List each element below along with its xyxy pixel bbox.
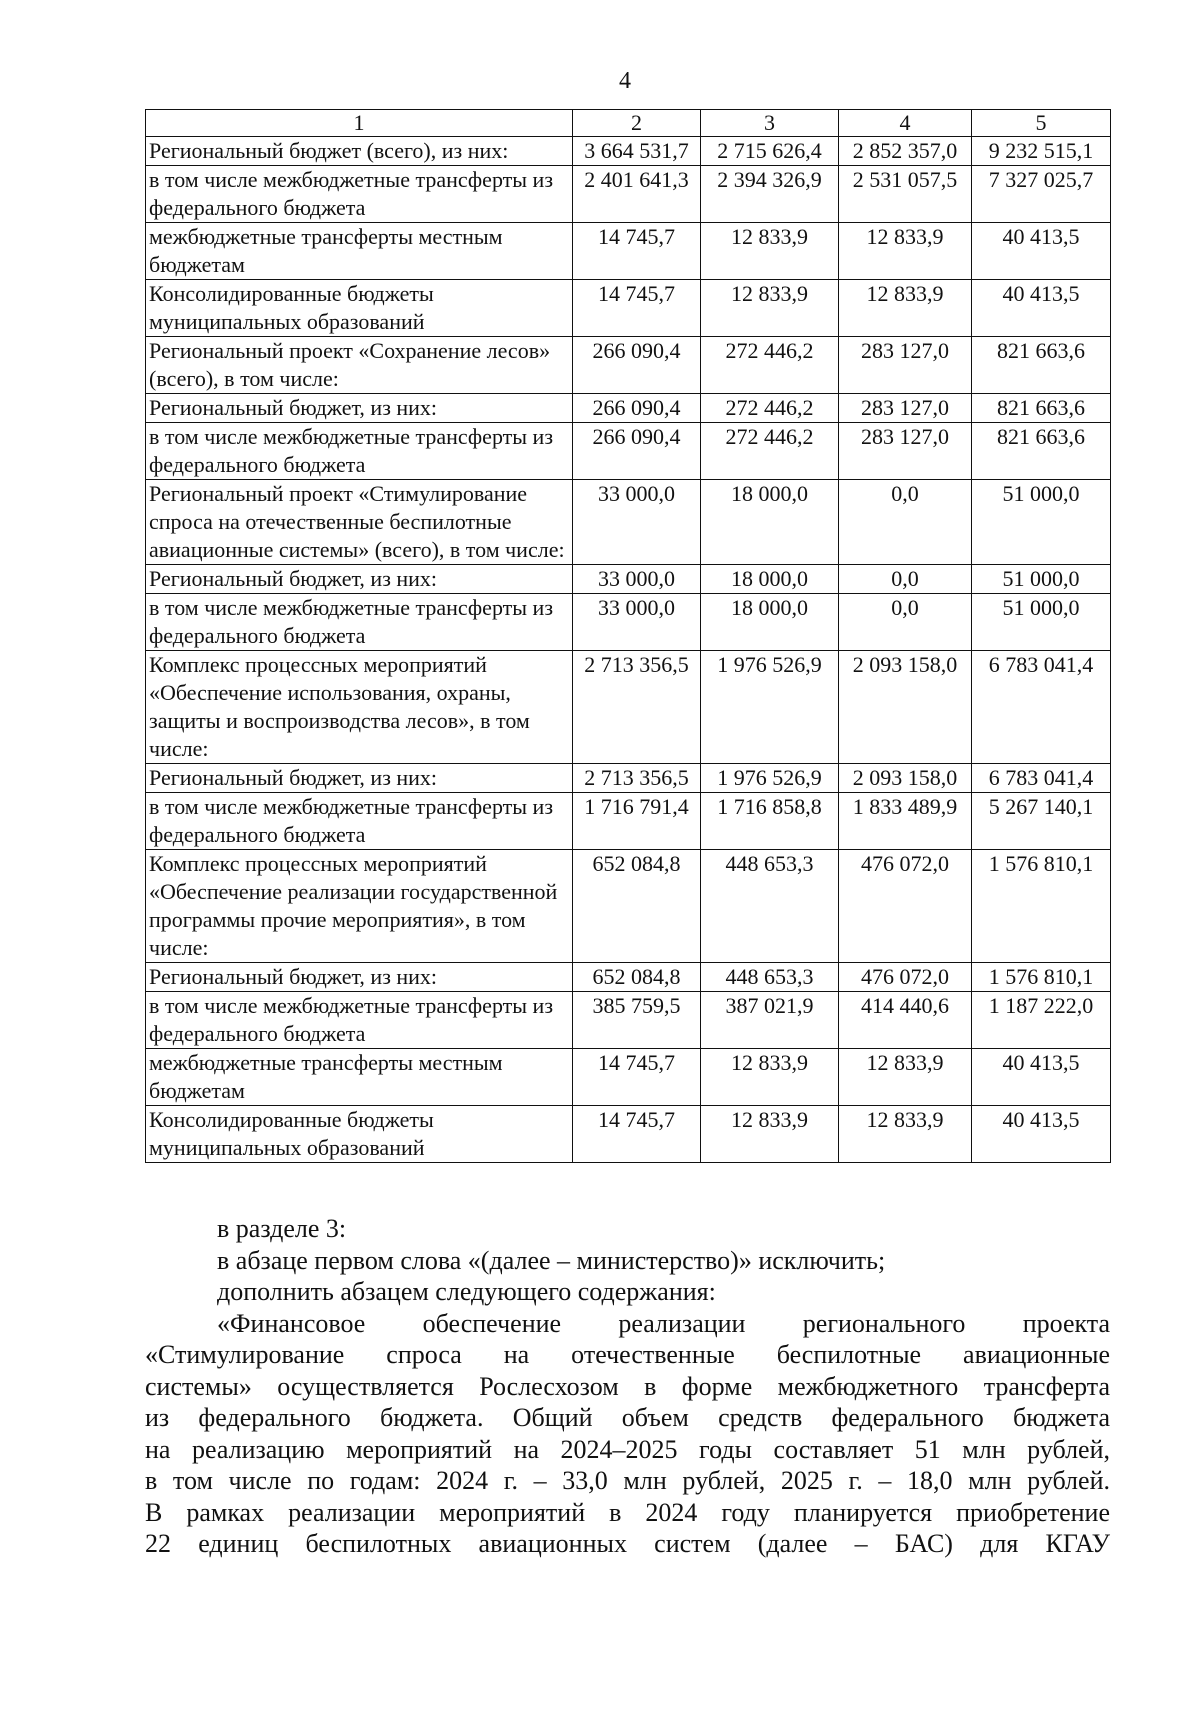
row-label: межбюджетные трансферты местным бюджетам — [146, 223, 573, 280]
cell-col-3: 12 833,9 — [701, 223, 839, 280]
cell-col-3: 448 653,3 — [701, 850, 839, 963]
cell-col-5: 40 413,5 — [972, 223, 1111, 280]
cell-col-4: 0,0 — [839, 594, 972, 651]
cell-col-5: 5 267 140,1 — [972, 793, 1111, 850]
cell-col-3: 12 833,9 — [701, 1049, 839, 1106]
table-row — [146, 223, 1111, 280]
row-label: в том числе межбюджетные трансферты из федерального бюджета — [146, 594, 573, 651]
cell-col-5: 1 576 810,1 — [972, 850, 1111, 963]
cell-col-5: 6 783 041,4 — [972, 651, 1111, 764]
cell-col-3: 12 833,9 — [701, 280, 839, 337]
cell-col-5: 51 000,0 — [972, 480, 1111, 565]
cell-col-5: 51 000,0 — [972, 594, 1111, 651]
table-row — [146, 280, 1111, 337]
cell-col-3: 18 000,0 — [701, 480, 839, 565]
paragraph-line: на реализацию мероприятий на 2024–2025 годы составляет 51 млн рублей, — [145, 1434, 1110, 1464]
cell-col-3: 1 976 526,9 — [701, 764, 839, 793]
cell-col-3: 2 715 626,4 — [701, 137, 839, 166]
cell-col-5: 40 413,5 — [972, 1106, 1111, 1163]
cell-col-2: 33 000,0 — [573, 480, 701, 565]
cell-col-5: 6 783 041,4 — [972, 764, 1111, 793]
cell-col-5: 40 413,5 — [972, 1049, 1111, 1106]
paragraph-line: «Стимулирование спроса на отечественные беспилотные авиационные — [145, 1340, 1110, 1369]
row-label: Региональный бюджет, из них: — [146, 565, 573, 594]
table-row — [146, 651, 1111, 764]
column-header-4: 4 — [839, 110, 972, 137]
column-header-1: 1 — [146, 110, 573, 137]
table-row — [146, 480, 1111, 565]
cell-col-5: 7 327 025,7 — [972, 166, 1111, 223]
cell-col-4: 12 833,9 — [839, 1106, 972, 1163]
section-line: в разделе 3: — [217, 1214, 347, 1243]
cell-col-3: 18 000,0 — [701, 594, 839, 651]
row-label: межбюджетные трансферты местным бюджетам — [146, 1049, 573, 1106]
cell-col-4: 283 127,0 — [839, 423, 972, 480]
cell-col-3: 272 446,2 — [701, 337, 839, 394]
column-header-2: 2 — [573, 110, 701, 137]
cell-col-2: 266 090,4 — [573, 423, 701, 480]
body-text — [145, 1213, 1110, 1560]
cell-col-5: 1 576 810,1 — [972, 963, 1111, 992]
cell-col-4: 476 072,0 — [839, 850, 972, 963]
cell-col-2: 14 745,7 — [573, 1049, 701, 1106]
cell-col-5: 821 663,6 — [972, 423, 1111, 480]
row-label: в том числе межбюджетные трансферты из федерального бюджета — [146, 992, 573, 1049]
cell-col-4: 2 531 057,5 — [839, 166, 972, 223]
row-label: Комплекс процессных мероприятий «Обеспечение использования, охраны, защиты и воспроизводства лесов», в том числе: — [146, 651, 573, 764]
row-label: Региональный проект «Стимулирование спроса на отечественные беспилотные авиационные системы» (всего), в том числе: — [146, 480, 573, 565]
paragraph-line: из федерального бюджета. Общий объем средств федерального бюджета — [145, 1403, 1110, 1432]
cell-col-2: 33 000,0 — [573, 565, 701, 594]
cell-col-3: 2 394 326,9 — [701, 166, 839, 223]
cell-col-4: 2 093 158,0 — [839, 764, 972, 793]
paragraph-line: «Финансовое обеспечение реализации регионального проекта — [217, 1308, 1110, 1338]
row-label: Региональный проект «Сохранение лесов» (всего), в том числе: — [146, 337, 573, 394]
cell-col-5: 40 413,5 — [972, 280, 1111, 337]
cell-col-4: 12 833,9 — [839, 1049, 972, 1106]
table-header-row — [146, 110, 1111, 137]
table-row — [146, 337, 1111, 394]
cell-col-3: 272 446,2 — [701, 423, 839, 480]
table-row — [146, 1049, 1111, 1106]
cell-col-2: 2 713 356,5 — [573, 651, 701, 764]
paragraph-line: 22 единиц беспилотных авиационных систем (далее – БАС) для КГАУ — [145, 1529, 1110, 1558]
table-row — [146, 166, 1111, 223]
row-label: Региональный бюджет, из них: — [146, 764, 573, 793]
row-label: Консолидированные бюджеты муниципальных образований — [146, 280, 573, 337]
budget-table — [145, 109, 1111, 1163]
cell-col-3: 18 000,0 — [701, 565, 839, 594]
cell-col-2: 14 745,7 — [573, 280, 701, 337]
table-row — [146, 137, 1111, 166]
cell-col-2: 385 759,5 — [573, 992, 701, 1049]
table-row — [146, 963, 1111, 992]
cell-col-4: 283 127,0 — [839, 394, 972, 423]
cell-col-2: 14 745,7 — [573, 223, 701, 280]
cell-col-4: 0,0 — [839, 480, 972, 565]
row-label: Консолидированные бюджеты муниципальных образований — [146, 1106, 573, 1163]
table-row — [146, 1106, 1111, 1163]
row-label: Региональный бюджет, из них: — [146, 963, 573, 992]
cell-col-2: 266 090,4 — [573, 394, 701, 423]
table-body — [146, 137, 1111, 1163]
cell-col-2: 652 084,8 — [573, 963, 701, 992]
cell-col-5: 821 663,6 — [972, 394, 1111, 423]
cell-col-5: 1 187 222,0 — [972, 992, 1111, 1049]
table-row — [146, 992, 1111, 1049]
cell-col-3: 1 716 858,8 — [701, 793, 839, 850]
cell-col-2: 33 000,0 — [573, 594, 701, 651]
cell-col-2: 266 090,4 — [573, 337, 701, 394]
table-row — [146, 764, 1111, 793]
row-label: в том числе межбюджетные трансферты из федерального бюджета — [146, 793, 573, 850]
cell-col-3: 387 021,9 — [701, 992, 839, 1049]
column-header-3: 3 — [701, 110, 839, 137]
exclude-line: в абзаце первом слова «(далее – министерство)» исключить; — [217, 1245, 886, 1275]
cell-col-2: 2 401 641,3 — [573, 166, 701, 223]
table-row — [146, 793, 1111, 850]
cell-col-4: 12 833,9 — [839, 280, 972, 337]
add-line: дополнить абзацем следующего содержания: — [217, 1277, 716, 1306]
quoted-paragraph — [145, 1308, 1110, 1560]
page-number: 4 — [619, 68, 631, 94]
cell-col-2: 14 745,7 — [573, 1106, 701, 1163]
cell-col-5: 51 000,0 — [972, 565, 1111, 594]
row-label: Региональный бюджет (всего), из них: — [146, 137, 573, 166]
cell-col-2: 652 084,8 — [573, 850, 701, 963]
cell-col-2: 3 664 531,7 — [573, 137, 701, 166]
cell-col-4: 12 833,9 — [839, 223, 972, 280]
cell-col-4: 2 093 158,0 — [839, 651, 972, 764]
cell-col-4: 0,0 — [839, 565, 972, 594]
cell-col-2: 2 713 356,5 — [573, 764, 701, 793]
column-header-5: 5 — [972, 110, 1111, 137]
row-label: Комплекс процессных мероприятий «Обеспечение реализации государственной программы прочие мероприятия», в том числе: — [146, 850, 573, 963]
cell-col-3: 272 446,2 — [701, 394, 839, 423]
row-label: в том числе межбюджетные трансферты из федерального бюджета — [146, 166, 573, 223]
cell-col-4: 1 833 489,9 — [839, 793, 972, 850]
table-row — [146, 565, 1111, 594]
table-row — [146, 850, 1111, 963]
table-row — [146, 594, 1111, 651]
cell-col-5: 821 663,6 — [972, 337, 1111, 394]
paragraph-line: в том числе по годам: 2024 г. – 33,0 млн рублей, 2025 г. – 18,0 млн рублей. — [145, 1466, 1110, 1495]
paragraph-line: В рамках реализации мероприятий в 2024 году планируется приобретение — [145, 1497, 1110, 1527]
cell-col-3: 448 653,3 — [701, 963, 839, 992]
cell-col-3: 12 833,9 — [701, 1106, 839, 1163]
cell-col-5: 9 232 515,1 — [972, 137, 1111, 166]
cell-col-2: 1 716 791,4 — [573, 793, 701, 850]
cell-col-4: 2 852 357,0 — [839, 137, 972, 166]
row-label: в том числе межбюджетные трансферты из федерального бюджета — [146, 423, 573, 480]
table-row — [146, 423, 1111, 480]
paragraph-line: системы» осуществляется Рослесхозом в форме межбюджетного трансферта — [145, 1371, 1110, 1401]
row-label: Региональный бюджет, из них: — [146, 394, 573, 423]
cell-col-4: 476 072,0 — [839, 963, 972, 992]
cell-col-4: 283 127,0 — [839, 337, 972, 394]
cell-col-3: 1 976 526,9 — [701, 651, 839, 764]
table-row — [146, 394, 1111, 423]
cell-col-4: 414 440,6 — [839, 992, 972, 1049]
